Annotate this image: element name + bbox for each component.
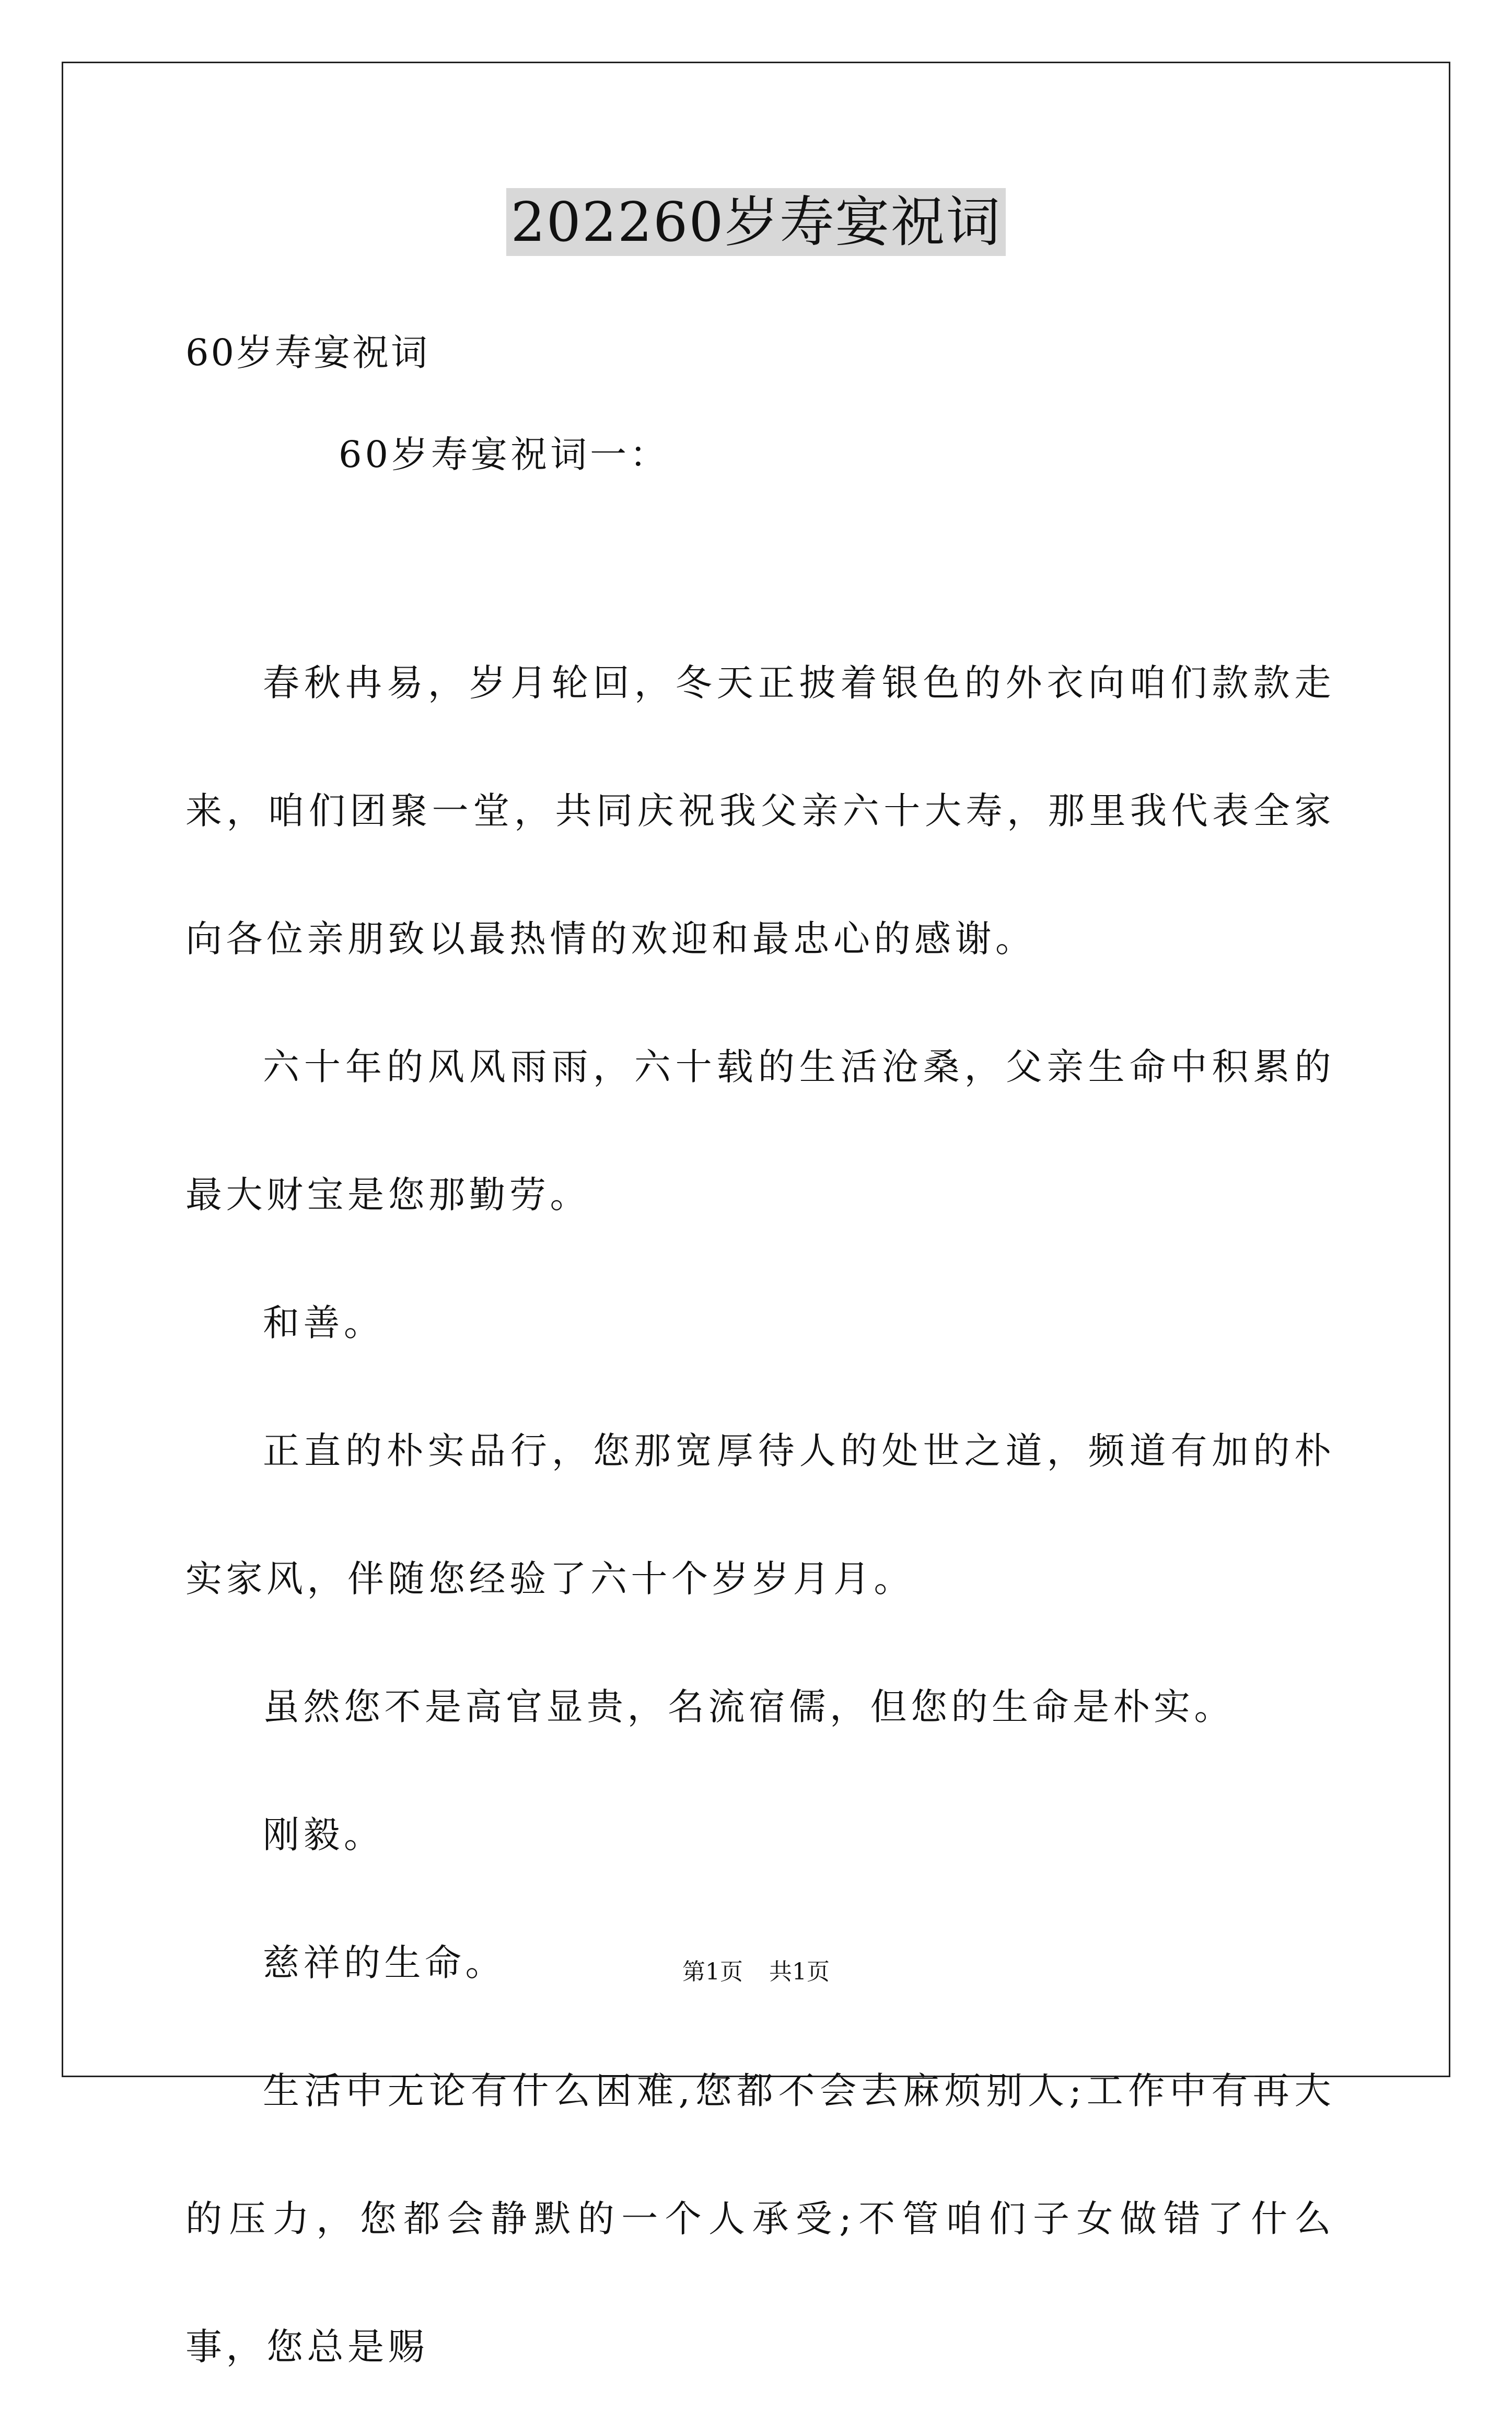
paragraph: 虽然您不是高官显贵，名流宿儒，但您的生命是朴实。 [263,1685,1235,1728]
section-heading: 60岁寿宴祝词一： [339,433,670,476]
page-footer [0,1956,1512,1988]
paragraph: 生活中无论有什么困难,您都不会去麻烦别人;工作中有再大的压力，您都会静默的一个人承受;不管咱们子女做错了什么事，您总是赐 [185,2069,1335,2368]
document-title [0,185,1512,259]
document-title-text: 202260岁寿宴祝词 [506,188,1005,256]
paragraph: 慈祥的生命。 [263,1941,506,1984]
document-body [185,619,1335,2411]
paragraph: 春秋冉易，岁月轮回，冬天正披着银色的外衣向咱们款款走来，咱们团聚一堂，共同庆祝我父亲六十大寿，那里我代表全家向各位亲朋致以最热情的欢迎和最忠心的感谢。 [185,661,1335,960]
document-subtitle: 60岁寿宴祝词 [185,331,430,374]
page-number-current: 第1页 [682,1959,743,1985]
paragraph: 和善。 [263,1301,385,1344]
page-number-total: 共1页 [769,1959,830,1985]
paragraph: 六十年的风风雨雨，六十载的生活沧桑，父亲生命中积累的最大财宝是您那勤劳。 [185,1045,1335,1216]
paragraph: 正直的朴实品行，您那宽厚待人的处世之道，频道有加的朴实家风，伴随您经验了六十个岁岁月月。 [185,1429,1335,1600]
paragraph: 刚毅。 [263,1813,385,1856]
